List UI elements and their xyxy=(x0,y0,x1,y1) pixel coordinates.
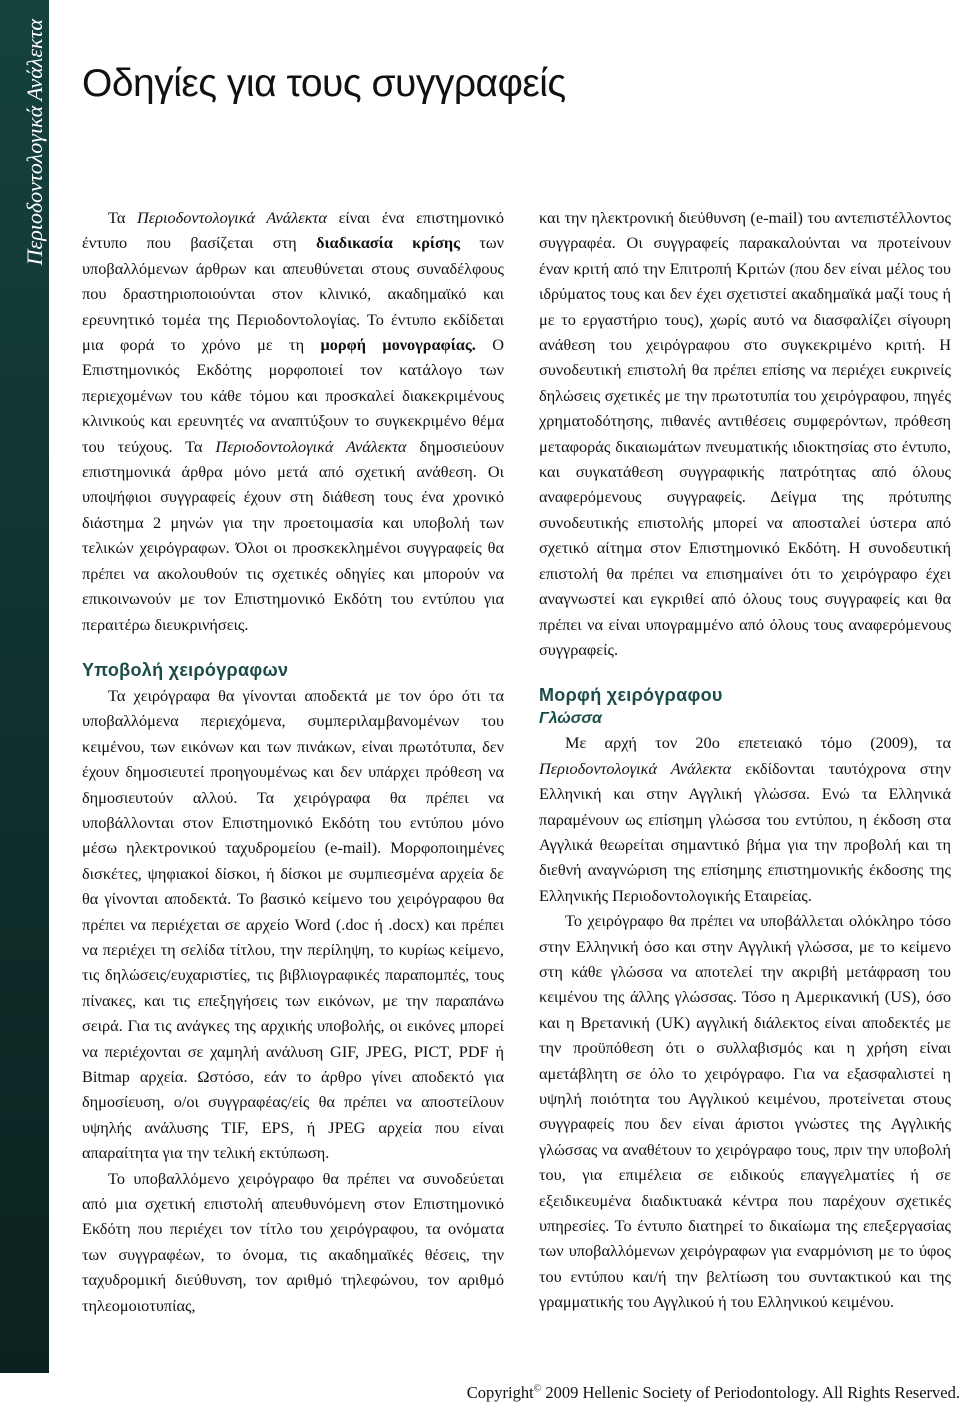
left-column xyxy=(82,205,504,1318)
intro-text: δημοσιεύουν επιστημονικά άρθρα μόνο μετά από σχετική ανάθεση. Οι υποψήφιοι συγγραφείς έχουν στη διάθεση τους ένα χρονικό διάστημα 2 μηνών για την προετοιμασία και υποβολή των τελικών χειρόγραφων. Όλοι οι προσκεκλημένοι συγγραφείς θα πρέπει να ακολουθούν τις σχετικές οδηγίες και μπορούν να επικοινωνούν με τον Επιστημονικό Εκδότη του εντύπου για περαιτέρω διευκρινήσεις. xyxy=(82,436,504,634)
page-title: Οδηγίες για τους συγγραφείς xyxy=(82,62,566,105)
journal-name-italic: Περιοδοντολογικά Ανάλεκτα xyxy=(137,208,327,227)
right-column xyxy=(539,205,951,1315)
intro-text: είναι ένα επιστημονικό έντυπο που βασίζεται στη xyxy=(82,208,504,253)
sidebar-band xyxy=(0,0,49,1373)
intro-text: Τα xyxy=(108,208,138,227)
format-heading: Μορφή χειρόγραφου xyxy=(539,685,723,706)
copyright-text: 2009 Hellenic Society of Periodontology. All Rights Reserved. xyxy=(541,1383,960,1402)
language-text: εκδίδονται ταυτόχρονα στην Ελληνική και στην Αγγλική γλώσσα. Ενώ τα Ελληνικά παραμένουν ως επίσημη γλώσσα του εντύπου, η έκδοση στα Αγγλικά θεωρείται σημαντικό βήμα για την προβολή και τη διεθνή αναγνώριση της επίσημης επιστημονικής έκδοσης της Ελληνικής Περιοδοντολογικής Εταιρείας. xyxy=(539,758,951,905)
intro-emphasis: διαδικασία κρίσης xyxy=(316,233,460,253)
intro-emphasis: μορφή μονογραφίας. xyxy=(320,335,476,355)
intro-text: των υποβαλλόμενων άρθρων και απευθύνεται στους συναδέλφους που δραστηριοποιούνται στον κλινικό, ακαδημαϊκό και ερευνητικό τομέα της Περιοδοντολογίας. Το έντυπο εκδίδεται μια φορά το χρόνο με τη xyxy=(82,233,504,355)
intro-paragraph xyxy=(82,205,504,637)
copyright-footer xyxy=(467,1383,960,1403)
submission-paragraph-2: Το υποβαλλόμενο χειρόγραφο θα πρέπει να συνοδεύεται από μια σχετική επιστολή απευθυνόμενη στον Επιστημονικό Εκδότη που περιέχει τον τίτλο του χειρόγραφου, τα ονόματα των συγγραφέων, το όνομα, τις ακαδημαϊκές θέσεις, την ταχυδρομική διεύθυνση, τον αριθμό τηλεφώνου, τον αριθμό τηλεομοιοτυπίας, xyxy=(82,1168,504,1315)
submission-heading: Υποβολή χειρόγραφων xyxy=(82,659,289,680)
language-text: Με αρχή τον 20ο επετειακό τόμο (2009), τα xyxy=(565,733,951,753)
language-subheading: Γλώσσα xyxy=(539,710,602,728)
copyright-word: Copyright xyxy=(466,1383,534,1402)
journal-name-italic: Περιοδοντολογικά Ανάλεκτα xyxy=(215,436,407,456)
language-paragraph-2: Το χειρόγραφο θα πρέπει να υποβάλλεται ολόκληρο τόσο στην Ελληνική όσο και στην Αγγλική γλώσσα, με το κείμενο στη κάθε γλώσσα να αποτελεί την ακριβή μετάφραση του κειμένου της άλλης γλώσσας. Τόσο η Αμερικανική (US), όσο και η Βρετανική (UK) αγγλική διάλεκτος είναι αποδεκτές με την προϋπόθεση ότι ο συλλαβισμός και η χρήση είναι αμετάβλητη σε όλο το χειρόγραφο. Για να εξασφαλιστεί η υψηλή ποιότητα του Αγγλικού κειμένου, προτείνεται στους συγγραφείς που δεν είναι άριστοι γνώστες της Αγγλικής γλώσσας να αναθέτουν το χειρόγραφο τους, πριν την υποβολή του, για επιμέλεια σε ειδικούς επαγγελματίες ή σε εξειδικευμένα διαδικτυακά κέντρα που παρέχουν σχετικές υπηρεσίες. Το έντυπο διατηρεί το δικαίωμα της επεξεργασίας των υποβαλλόμενων χειρόγραφων για εναρμόνιση με το ύφος του εντύπου και/ή την βελτίωση του συντακτικού και της γραμματικής του Αγγλικού ή του Ελληνικού κειμένου. xyxy=(539,911,951,1312)
intro-text: Ο Επιστημονικός Εκδότης μορφοποιεί τον κατάλογο των περιεχομένων του κάθε τόμου και προσκαλεί διακεκριμένους κλινικούς και ερευνητές να αναπτύξουν το συγκεκριμένο θέμα του τεύχους. Τα xyxy=(82,335,504,456)
journal-name-italic: Περιοδοντολογικά Ανάλεκτα xyxy=(539,758,732,778)
submission-paragraph-2-continued: και την ηλεκτρονική διεύθυνση (e-mail) του αντεπιστέλλοντος συγγραφέα. Οι συγγραφείς παρακαλούνται να προτείνουν έναν κριτή από την Επιτροπή Κριτών (που δεν είναι μέλος του ιδρύματος τους και δεν έχει σχετιστεί ακαδημαϊκά μαζί τους ή με το εργαστήριο τους), χωρίς αυτό να διασφαλίζει σίγουρη ανάθεση του χειρόγραφου στο συγκεκριμένο κριτή. Η συνοδευτική επιστολή θα πρέπει επίσης να περιέχει ευκρινείς δηλώσεις σχετικές με την πρωτοτυπία του χειρόγραφου, πηγές χρηματοδότησης, πιθανές αντιθέσεις συμφερόντων, πρόθεση μεταφοράς δικαιωμάτων πνευματικής ιδιοκτησίας στο έντυπο, και συγκατάθεση συγγραφικής πατρότητας από όλους αναφερόμενους συγγραφείς. Δείγμα της πρότυπης συνοδευτικής επιστολής μπορεί να αποσταλεί ύστερα από σχετικό αίτημα στον Επιστημονικό Εκδότη. Η συνοδευτική επιστολή θα πρέπει να επισημαίνει ότι το χειρόγραφο έχει αναγνωστεί και εγκριθεί από όλους τους συγγραφείς και θα πρέπει να είναι υπογραμμένο από όλους τους αναφερόμενους συγγραφείς. xyxy=(539,208,951,659)
copyright-symbol: © xyxy=(533,1383,542,1395)
journal-name-vertical: Περιοδοντολογικά Ανάλεκτα xyxy=(22,19,47,266)
submission-paragraph-1: Τα χειρόγραφα θα γίνονται αποδεκτά με τον όρο ότι τα υποβαλλόμενα περιεχόμενα, συμπεριλαμβανομένων του κειμένου, των εικόνων και των πινάκων, είναι πρωτότυπα, δεν έχουν δημοσιευτεί προηγουμένως και δεν υπάρχει πρόθεση να δημοσιευτούν αλλού. Τα χειρόγραφα θα πρέπει να υποβάλλονται στον Επιστημονικό Εκδότη του εντύπου μόνο μέσω ηλεκτρονικού ταχυδρομείου (e-mail). Μορφοποιημένες δισκέτες, ψηφιακοί δίσκοι, ή δίσκοι με συμπιεσμένα αρχεία δε θα γίνονται αποδεκτά. Το βασικό κείμενο του χειρόγραφου θα πρέπει να περιέχεται σε αρχείο Word (.doc ή .docx) και πρέπει να περιέχει τη σελίδα τίτλου, την περίληψη, το κυρίως κείμενο, τις δηλώσεις/ευχαριστίες, τις βιβλιογραφικές παραπομπές, τους πίνακες, και τις επεξηγήσεις των εικόνων, με την παραπάνω σειρά. Για τις ανάγκες της αρχικής υποβολής, οι εικόνες μπορεί να περιέχονται σε χαμηλή ανάλυση GIF, JPEG, PICT, PDF ή Bitmap αρχεία. Ωστόσο, εάν το άρθρο γίνει αποδεκτό για δημοσίευση, ο/οι συγγραφέας/είς θα πρέπει να αποστείλουν υψηλής ανάλυσης TIF, EPS, ή JPEG αρχεία που είναι απαραίτητα για την τελική εκτύπωση. xyxy=(82,685,504,1163)
language-paragraph-1 xyxy=(539,730,951,908)
